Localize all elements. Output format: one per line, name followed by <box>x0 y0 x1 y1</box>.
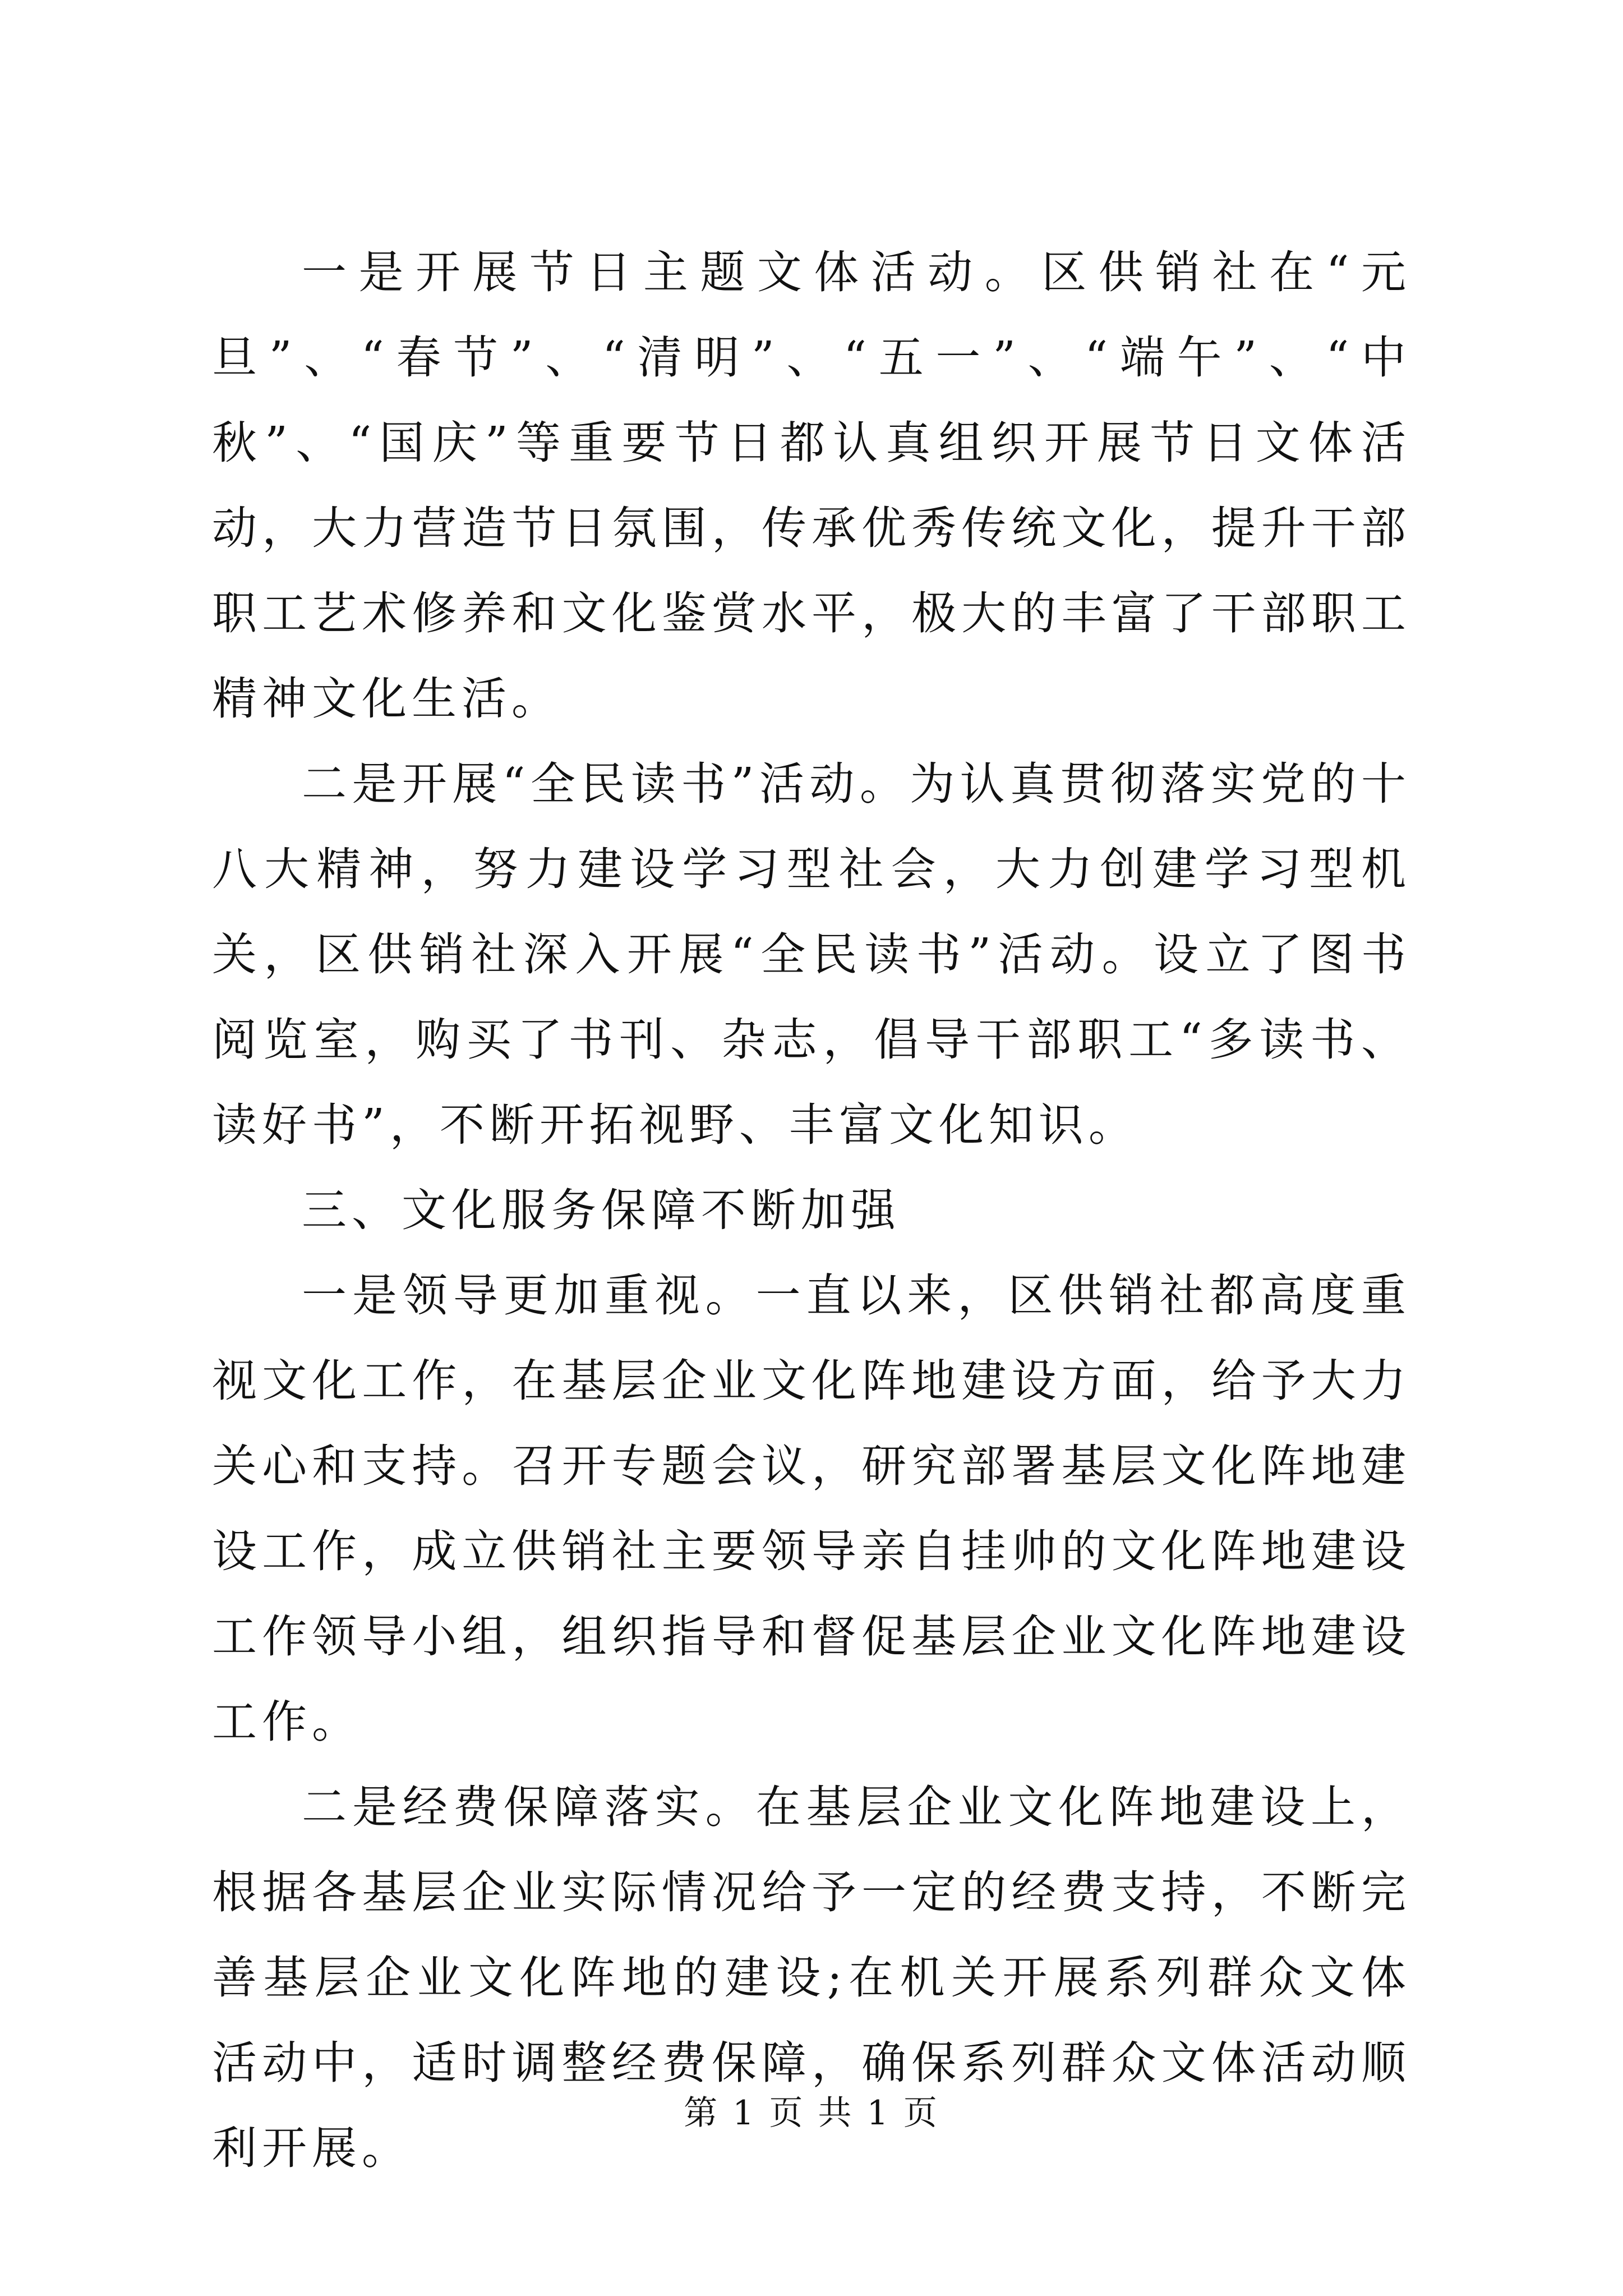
paragraph-reading-activity: 二是开展“全民读书”活动。为认真贯彻落实党的十八大精神，努力建设学习型社会，大力创建学习型机关，区供销社深入开展“全民读书”活动。设立了图书阅览室，购买了书刊、杂志，倡导干部职工“多读书、读好书”，不断开拓视野、丰富文化知识。 <box>212 758 1411 1151</box>
paragraph-funding: 二是经费保障落实。在基层企业文化阵地建设上，根据各基层企业实际情况给予一定的经费支持，不断完善基层企业文化阵地的建设;在机关开展系列群众文体活动中，适时调整经费保障，确保系列群众文体活动顺利开展。 <box>212 1781 1411 2174</box>
paragraph-leadership: 一是领导更加重视。一直以来，区供销社都高度重视文化工作，在基层企业文化阵地建设方面，给予大力关心和支持。召开专题会议，研究部署基层文化阵地建设工作，成立供销社主要领导亲自挂帅的文化阵地建设工作领导小组，组织指导和督促基层企业文化阵地建设工作。 <box>212 1269 1411 1748</box>
section-heading-service-guarantee: 三、文化服务保障不断加强 <box>302 1184 901 1236</box>
page-number-footer: 第 1 页 共 1 页 <box>684 2093 939 2133</box>
document-body <box>212 230 1411 2191</box>
paragraph-holiday-activities: 一是开展节日主题文体活动。区供销社在“元旦”、“春节”、“清明”、“五一”、“端午”、“中秋”、“国庆”等重要节日都认真组织开展节日文体活动，大力营造节日氛围，传承优秀传统文化，提升干部职工艺术修养和文化鉴赏水平，极大的丰富了干部职工精神文化生活。 <box>212 246 1411 725</box>
